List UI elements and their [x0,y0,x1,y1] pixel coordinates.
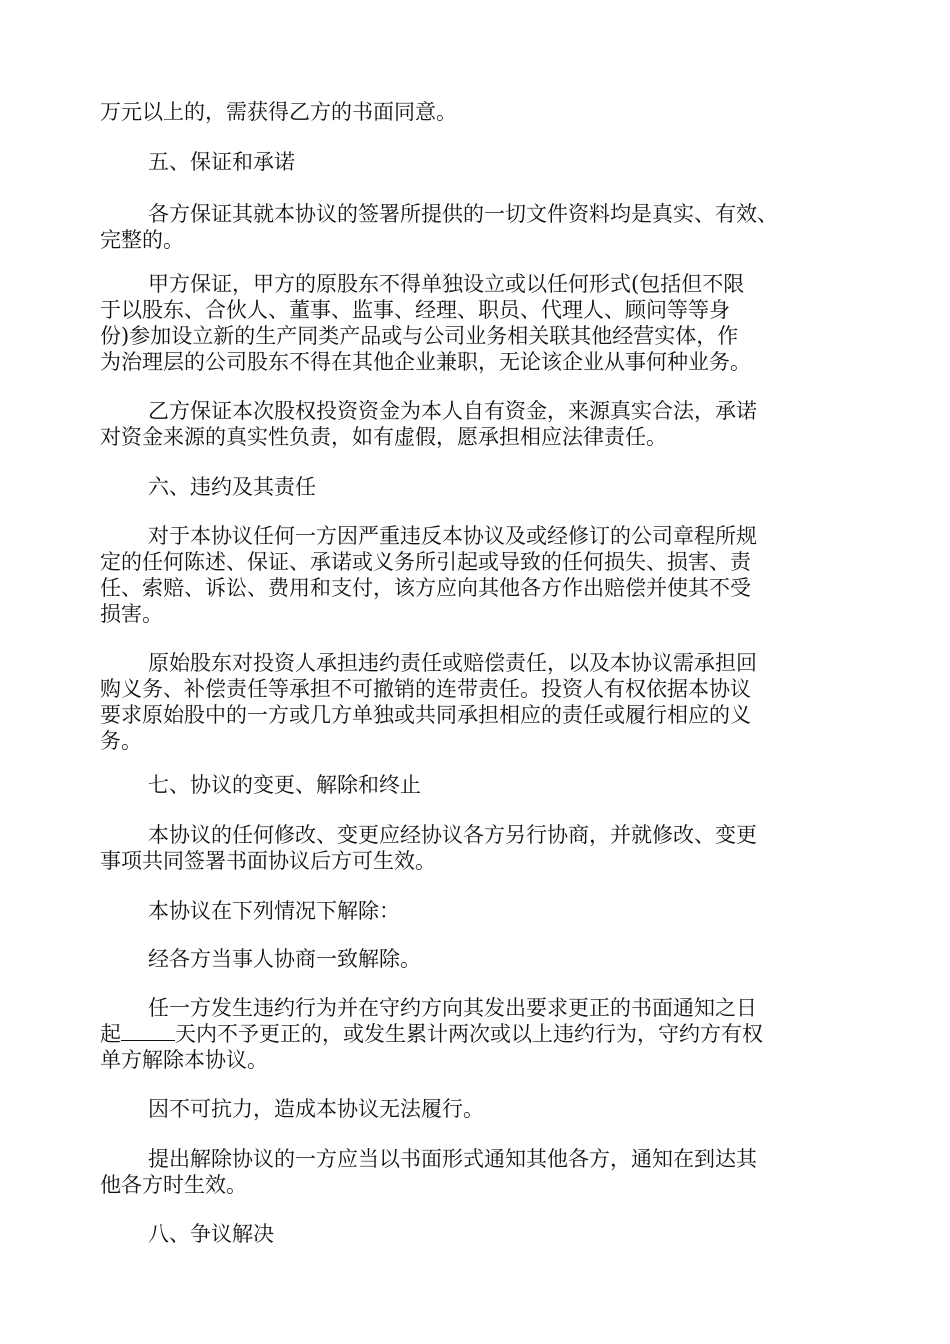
text-line: 任、索赔、诉讼、费用和支付，该方应向其他各方作出赔偿并使其不受 [100,576,751,600]
text-line: 乙方保证本次股权投资资金为本人自有资金，来源真实合法，承诺 [148,399,757,423]
text-line: 任一方发生违约行为并在守约方向其发出要求更正的书面通知之日 [148,996,757,1020]
text-line: 于以股东、合伙人、董事、监事、经理、职员、代理人、顾问等等身 [100,298,730,322]
blank-underline [121,1022,175,1041]
text-fragment: 天内不予更正的，或发生累计两次或以上违约行为，守约方有权 [175,1022,763,1046]
text-line: 原始股东对投资人承担违约责任或赔偿责任，以及本协议需承担回 [148,651,757,675]
section-heading: 五、保证和承诺 [148,150,295,174]
text-line: 购义务、补偿责任等承担不可撤销的连带责任。投资人有权依据本协议 [100,677,751,701]
text-line: 损害。 [100,602,163,626]
text-line: 完整的。 [100,228,184,252]
text-line: 事项共同签署书面协议后方可生效。 [100,849,436,873]
text-line: 务。 [100,729,142,753]
text-line: 因不可抗力，造成本协议无法履行。 [148,1097,484,1121]
text-line: 单方解除本协议。 [100,1048,268,1072]
text-line: 为治理层的公司股东不得在其他企业兼职，无论该企业从事何种业务。 [100,350,751,374]
section-heading: 八、争议解决 [148,1222,274,1246]
text-line-with-blank [100,1020,763,1048]
text-line: 经各方当事人协商一致解除。 [148,947,421,971]
text-line: 甲方保证，甲方的原股东不得单独设立或以任何形式(包括但不限 [148,272,745,296]
text-line: 他各方时生效。 [100,1173,247,1197]
section-heading: 七、协议的变更、解除和终止 [148,773,421,797]
section-heading: 六、违约及其责任 [148,475,316,499]
text-line: 份)参加设立新的生产同类产品或与公司业务相关联其他经营实体，作 [100,324,739,348]
text-line: 提出解除协议的一方应当以书面形式通知其他各方，通知在到达其 [148,1147,757,1171]
text-line: 本协议在下列情况下解除： [148,899,400,923]
text-line: 各方保证其就本协议的签署所提供的一切文件资料均是真实、有效、 [148,202,778,226]
text-line: 对于本协议任何一方因严重违反本协议及或经修订的公司章程所规 [148,524,757,548]
text-line: 本协议的任何修改、变更应经协议各方另行协商，并就修改、变更 [148,823,757,847]
text-line: 对资金来源的真实性负责，如有虚假，愿承担相应法律责任。 [100,425,667,449]
text-fragment: 起 [100,1022,121,1046]
text-line: 万元以上的，需获得乙方的书面同意。 [100,100,457,124]
text-line: 要求原始股中的一方或几方单独或共同承担相应的责任或履行相应的义 [100,703,751,727]
text-line: 定的任何陈述、保证、承诺或义务所引起或导致的任何损失、损害、责 [100,550,751,574]
